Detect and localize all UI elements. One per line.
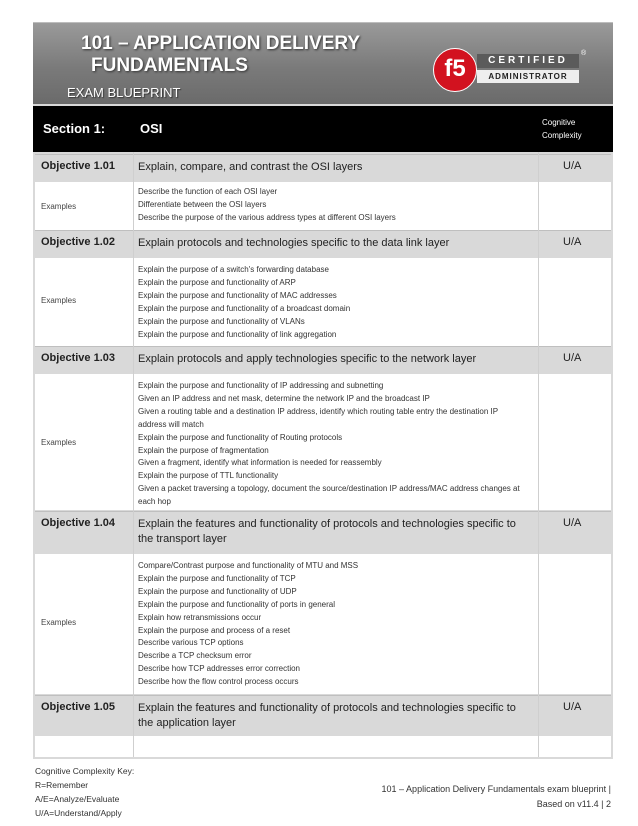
empty-examples-row bbox=[35, 736, 611, 757]
objective-text: Explain protocols and technologies specific to the data link layer bbox=[138, 237, 450, 249]
example-item: Differentiate between the OSI layers bbox=[138, 199, 267, 209]
footer-page-number: Based on v11.4 | 2 bbox=[536, 799, 611, 809]
examples-row bbox=[35, 182, 611, 230]
f5-logo: f5 bbox=[433, 48, 477, 92]
key-remember: R=Remember bbox=[35, 780, 89, 790]
example-item: Describe how the flow control process occurs bbox=[138, 677, 299, 687]
examples-list bbox=[138, 264, 598, 341]
example-item: Explain the purpose of TTL functionality bbox=[138, 471, 279, 481]
blueprint-table bbox=[33, 104, 613, 759]
example-item: Explain the purpose and functionality of Routing protocols bbox=[138, 432, 343, 442]
examples-list bbox=[138, 186, 598, 225]
registered-mark: ® bbox=[581, 50, 587, 57]
objective-level: U/A bbox=[563, 701, 582, 713]
cognitive-key bbox=[35, 764, 134, 820]
objective-id: Objective 1.05 bbox=[41, 701, 115, 713]
column-divider bbox=[133, 152, 134, 757]
example-item: address will match bbox=[138, 419, 204, 429]
key-title: Cognitive Complexity Key: bbox=[35, 766, 135, 776]
administrator-label: ADMINISTRATOR bbox=[477, 70, 579, 83]
examples-row bbox=[35, 554, 611, 694]
cognitive-complexity-header bbox=[542, 116, 582, 142]
objective-id: Objective 1.01 bbox=[41, 160, 115, 172]
key-analyze: A/E=Analyze/Evaluate bbox=[35, 794, 120, 804]
examples-label: Examples bbox=[41, 618, 77, 627]
example-item: Explain the purpose of a switch's forwarding database bbox=[138, 265, 329, 274]
exam-subtitle: EXAM BLUEPRINT bbox=[67, 85, 181, 100]
footer-doc-title: 101 – Application Delivery Fundamentals exam blueprint | bbox=[381, 784, 611, 794]
key-understand: U/A=Understand/Apply bbox=[35, 808, 122, 818]
objective-level: U/A bbox=[563, 160, 582, 172]
example-item: Explain the purpose and process of a reset bbox=[138, 625, 291, 635]
example-item: Explain the purpose and functionality of VLANs bbox=[138, 316, 305, 326]
section-header-row bbox=[33, 106, 613, 152]
section-label: Section 1: bbox=[43, 121, 106, 136]
example-item: Explain the purpose of fragmentation bbox=[138, 445, 269, 455]
examples-row bbox=[35, 374, 611, 510]
objective-id: Objective 1.02 bbox=[41, 236, 115, 248]
example-item: Describe various TCP options bbox=[138, 638, 244, 648]
examples-label: Examples bbox=[41, 202, 77, 211]
examples-row bbox=[35, 258, 611, 346]
objective-text: Explain protocols and apply technologies specific to the network layer bbox=[138, 353, 477, 365]
example-item: Explain the purpose and functionality of ports in general bbox=[138, 599, 336, 609]
example-item: Describe the purpose of the various address types at different OSI layers bbox=[138, 212, 396, 222]
objective-row bbox=[35, 346, 611, 374]
objective-text: Explain the features and functionality of protocols and technologies specific to the transport layer bbox=[138, 518, 516, 545]
cognitive-header-line1: Cognitive bbox=[542, 118, 576, 127]
example-item: Explain the purpose and functionality of link aggregation bbox=[138, 329, 337, 339]
example-item: Given a routing table and a destination IP address, identify which routing table entry the destination IP bbox=[138, 406, 499, 416]
objective-level: U/A bbox=[563, 517, 582, 529]
example-item: Explain the purpose and functionality of MAC addresses bbox=[138, 290, 337, 300]
f5-certified-badge bbox=[433, 48, 588, 93]
example-item: Explain how retransmissions occur bbox=[138, 612, 262, 622]
objective-row bbox=[35, 695, 611, 736]
objective-row bbox=[35, 230, 611, 258]
column-divider bbox=[538, 152, 539, 757]
objective-text: Explain the features and functionality of protocols and technologies specific to the application layer bbox=[138, 702, 516, 729]
objective-id: Objective 1.03 bbox=[41, 352, 115, 364]
certified-label: CERTIFIED bbox=[477, 54, 579, 68]
objective-text: Explain, compare, and contrast the OSI layers bbox=[138, 161, 363, 173]
objective-level: U/A bbox=[563, 352, 582, 364]
example-item: Explain the purpose and functionality of ARP bbox=[138, 277, 296, 287]
exam-title-line2: FUNDAMENTALS bbox=[91, 55, 248, 76]
examples-label: Examples bbox=[41, 438, 77, 447]
example-item: Describe the function of each OSI layer bbox=[138, 187, 278, 196]
example-item: Given an IP address and net mask, determine the network IP and the broadcast IP bbox=[138, 393, 430, 403]
example-item: Explain the purpose and functionality of TCP bbox=[138, 573, 296, 583]
example-item: each hop bbox=[138, 497, 171, 507]
example-item: Explain the purpose and functionality of IP addressing and subnetting bbox=[138, 381, 384, 390]
cognitive-header-line2: Complexity bbox=[542, 131, 582, 140]
page-footer bbox=[382, 782, 611, 812]
example-item: Explain the purpose and functionality of UDP bbox=[138, 586, 297, 596]
objective-row bbox=[35, 154, 611, 182]
objective-id: Objective 1.04 bbox=[41, 517, 115, 529]
objective-row bbox=[35, 511, 611, 554]
header-banner bbox=[33, 22, 613, 105]
example-item: Describe a TCP checksum error bbox=[138, 651, 252, 661]
example-item: Compare/Contrast purpose and functionality of MTU and MSS bbox=[138, 561, 359, 570]
exam-title-line1: 101 – APPLICATION DELIVERY bbox=[81, 33, 361, 54]
example-item: Given a fragment, identify what information is needed for reassembly bbox=[138, 458, 382, 468]
example-item: Given a packet traversing a topology, document the source/destination IP address/MAC address changes at bbox=[138, 484, 520, 494]
example-item: Explain the purpose and functionality of a broadcast domain bbox=[138, 303, 351, 313]
examples-list bbox=[138, 380, 598, 509]
example-item: Describe how TCP addresses error correction bbox=[138, 664, 300, 674]
examples-label: Examples bbox=[41, 296, 77, 305]
exam-title bbox=[81, 33, 391, 77]
section-name: OSI bbox=[140, 121, 163, 136]
examples-list bbox=[138, 560, 598, 689]
objective-level: U/A bbox=[563, 236, 582, 248]
